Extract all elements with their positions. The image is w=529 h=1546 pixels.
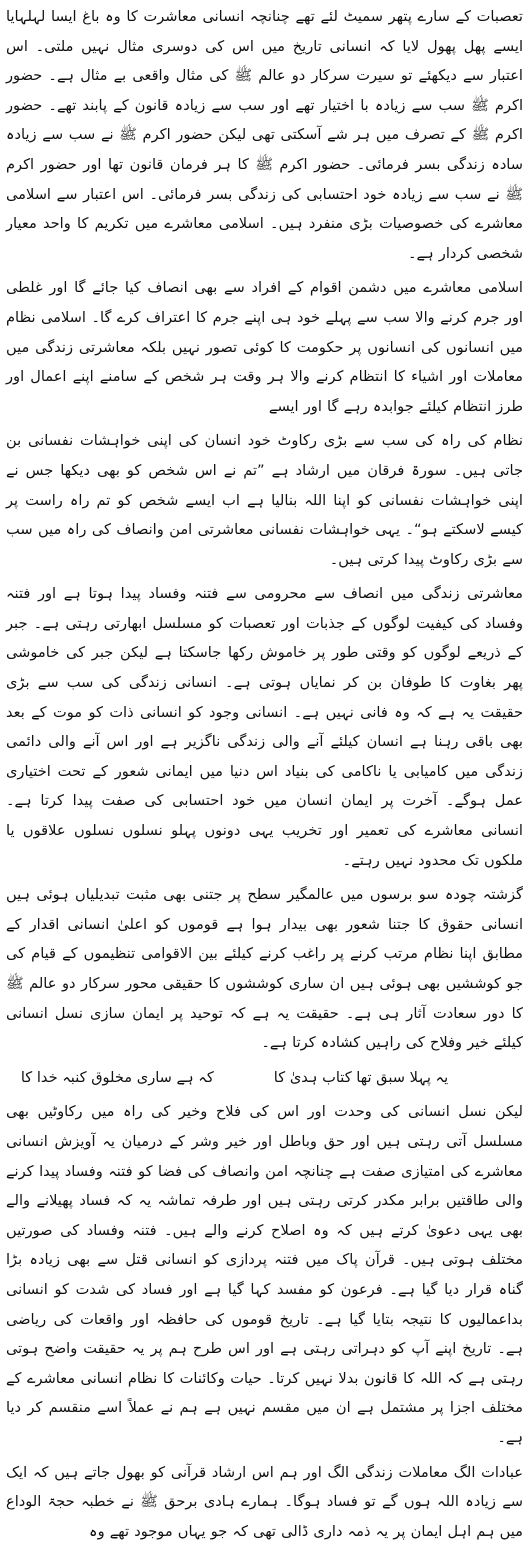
- paragraph-3: نظام کی راہ کی سب سے بڑی رکاوٹ خود انسان کی اپنی خواہشات نفسانی بن جاتی ہیں۔ سورۃ فرقان میں ارشاد ہے ”تم نے اس شخص کو بھی دیکھا جس نے اپنی خواہشات نفسانی کو اپنا اللہ بنالیا ہے اب ایسے شخص کو تم راہ راست پر کیسے لاسکتے ہو“۔ یہی خواہشات نفسانی معاشرتی امن وانصاف کی راہ میں سب سے بڑی رکاوٹ پیدا کرتی ہیں۔: [6, 426, 523, 574]
- paragraph-6: لیکن نسل انسانی کی وحدت اور اس کی فلاح وخیر کی راہ میں رکاوٹیں بھی مسلسل آتی رہتی ہیں اور حق وباطل اور خیر وشر کے درمیان یہ آویزش انسانی معاشرے کی امتیازی صفت ہے چنانچہ امن وانصاف کی فضا کو فتنہ وفساد پیدا کرنے والی طاقتیں برابر مکدر کرتی رہتی ہیں اور طرفہ تماشہ یہ کہ فساد پھیلانے والے بھی یہی دعویٰ کرتے ہیں کہ وہ اصلاح کرنے والے ہیں۔ فتنہ وفساد کی صورتیں مختلف ہوتی ہیں۔ قرآن پاک میں فتنہ پردازی کو انسانی قتل سے بھی زیادہ بڑا گناہ قرار دیا گیا ہے۔ فرعون کو مفسد کہا گیا ہے اور فساد کی شدت کو انسانی بداعمالیوں کا نتیجہ بتایا گیا ہے۔ تاریخ قوموں کی حافظہ اور واقعات کی ریاضی ہے۔ تاریخ اپنے آپ کو دہراتی رہتی ہے اور اس طرح ہم پر یہ حقیقت واضح ہوتی رہتی ہے کہ اللہ کا قانون بدلا نہیں کرتا۔ حیات وکائنات کا نظام انسانی معاشرے کے مختلف اجزا پر مشتمل ہے ان میں مقسم نہیں ہے ہم نے عملاً اسے منقسم کر دیا ہے۔: [6, 1097, 523, 1452]
- paragraph-1: تعصبات کے سارے پتھر سمیٹ لئے تھے چنانچہ انسانی معاشرت کا وہ باغ ایسا لہلہایا ایسے پھل پھول لایا کہ انسانی تاریخ میں اس کی دوسری مثال نہیں ملتی۔ اس اعتبار سے دیکھئے تو سیرت سرکار دو عالم ﷺ کی مثال واقعی بے مثال ہے۔ حضور اکرم ﷺ سب سے زیادہ با اختیار تھے اور سب سے زیادہ قانون کے پابند تھے۔ حضور اکرم ﷺ کے تصرف میں ہر شے آسکتی تھی لیکن حضور اکرم ﷺ نے سب سے زیادہ سادہ زندگی بسر فرمائی۔ حضور اکرم ﷺ کا ہر فرمان قانون تھا اور حضور اکرم ﷺ نے سب سے زیادہ خود احتسابی کی زندگی بسر فرمائی۔ اس اعتبار سے اسلامی معاشرے کی خصوصیات بڑی منفرد ہیں۔ اسلامی معاشرے میں تکریم کا واحد معیار شخصی کردار ہے۔: [6, 2, 523, 268]
- poetry-couplet: [6, 1063, 523, 1093]
- verse-second-half: کہ ہے ساری مخلوق کنبہ خدا کا: [21, 1063, 214, 1093]
- verse-first-half: یہ پہلا سبق تھا کتاب ہدیٰ کا: [274, 1063, 448, 1093]
- paragraph-2: اسلامی معاشرے میں دشمن اقوام کے افراد سے بھی انصاف کیا جائے گا اور غلطی اور جرم کرنے والا سب سے پہلے خود ہی اپنے جرم کا اعتراف کرے گا۔ اسلامی نظام میں انسانوں کی انسانوں پر حکومت کا کوئی تصور نہیں بلکہ معاشرتی زندگی میں معاملات اور اشیاء کا انتظام کرنے والا ہر وقت ہر شخص کے سامنے اپنے اعمال اور طرز انتظام کیلئے جوابدہ رہے گا اور ایسے: [6, 273, 523, 421]
- paragraph-7: عبادات الگ معاملات زندگی الگ اور ہم اس ارشاد قرآنی کو بھول جاتے ہیں کہ ایک سے زیادہ اللہ ہوں گے تو فساد ہوگا۔ ہمارے ہادی برحق ﷺ نے خطبہ حجۃ الوداع میں ہم اہل ایمان پر یہ ذمہ داری ڈالی تھی کہ جو یہاں موجود تھے وہ: [6, 1458, 523, 1546]
- paragraph-5: گزشتہ چودہ سو برسوں میں عالمگیر سطح پر جتنی بھی مثبت تبدیلیاں ہوئی ہیں انسانی حقوق کا جتنا شعور بھی بیدار ہوا ہے قوموں کو اعلیٰ انسانی اقدار کے مطابق اپنا نظام مرتب کرنے پر راغب کرنے کیلئے بین الاقوامی تنظیموں کے قیام کی جو کوششیں بھی ہوئی ہیں ان ساری کوششوں کا حقیقی محور سرکار دو عالم ﷺ کا دور سعادت آثار ہی ہے۔ حقیقت یہ ہے کہ توحید پر ایمان سازی نسل انسانی کیلئے خیر وفلاح کی راہیں کشادہ کرتا ہے۔: [6, 880, 523, 1058]
- paragraph-4: معاشرتی زندگی میں انصاف سے محرومی سے فتنہ وفساد پیدا ہوتا ہے اور فتنہ وفساد کی کیفیت لوگوں کے جذبات اور تعصبات کو مسلسل ابھارتی رہتی ہے۔ جبر کے ذریعے لوگوں کو وقتی طور پر خاموش رکھا جاسکتا ہے لیکن جبر کی خاموشی پھر بغاوت کا طوفان بن کر نمایاں ہوتی ہے۔ انسانی زندگی کی سب سے بڑی حقیقت یہ ہے کہ وہ فانی نہیں ہے۔ انسانی وجود کو انسانی ذات کو موت کے بعد بھی باقی رہنا ہے انسان کیلئے آنے والی زندگی ناگزیر ہے اور اس آنے والی دائمی زندگی میں کامیابی یا ناکامی کی بنیاد اس دنیا میں ایمانی شعور کے تحت اختیاری عمل ہوگے۔ آخرت پر ایمان انسان میں خود احتسابی کی صفت پیدا کرتا ہے۔ انسانی معاشرے کی تعمیر اور تخریب یہی دونوں پہلو نسلوں نسلوں علاقوں یا ملکوں تک محدود نہیں رہتے۔: [6, 579, 523, 875]
